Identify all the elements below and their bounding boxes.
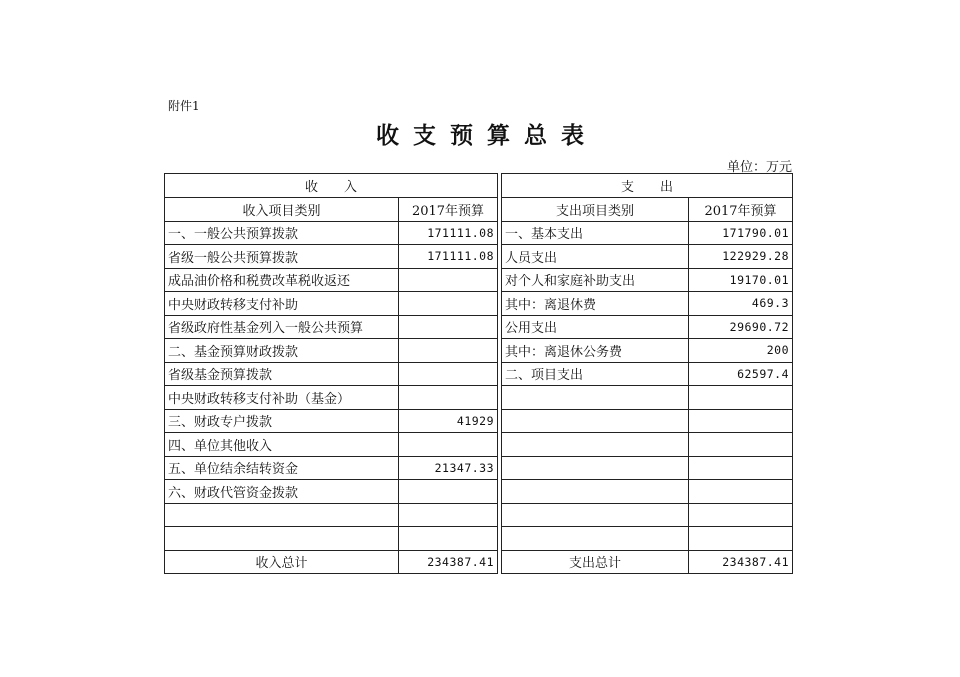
expense-label: 公用支出 <box>502 315 689 339</box>
attachment-label: 附件1 <box>168 99 200 113</box>
income-category-header: 收入项目类别 <box>165 198 399 222</box>
table-row <box>165 339 793 363</box>
income-label: 省级政府性基金列入一般公共预算 <box>165 315 399 339</box>
income-value <box>399 339 498 363</box>
expense-label <box>502 433 689 457</box>
income-label <box>165 527 399 551</box>
page-title: 收支预算总表 <box>376 122 598 149</box>
expense-label <box>502 386 689 410</box>
expense-label: 其中：离退休费 <box>502 292 689 316</box>
expense-value <box>689 503 793 527</box>
table-row <box>165 409 793 433</box>
income-total-label: 收入总计 <box>165 550 399 574</box>
income-label: 五、单位结余结转资金 <box>165 456 399 480</box>
table-row <box>165 315 793 339</box>
income-value: 171111.08 <box>399 245 498 269</box>
income-label: 省级基金预算拨款 <box>165 362 399 386</box>
expense-budget-header: 2017年预算 <box>689 198 793 222</box>
expense-value <box>689 527 793 551</box>
table-row <box>165 292 793 316</box>
expense-value <box>689 386 793 410</box>
income-label: 省级一般公共预算拨款 <box>165 245 399 269</box>
table-row <box>165 480 793 504</box>
expense-label <box>502 409 689 433</box>
expense-value <box>689 409 793 433</box>
income-label: 成品油价格和税费改革税收返还 <box>165 268 399 292</box>
table-row <box>165 268 793 292</box>
income-label: 中央财政转移支付补助（基金） <box>165 386 399 410</box>
expense-value: 171790.01 <box>689 221 793 245</box>
expense-value <box>689 480 793 504</box>
table-row <box>165 456 793 480</box>
table-row <box>165 503 793 527</box>
expense-value: 469.3 <box>689 292 793 316</box>
income-label: 一、一般公共预算拨款 <box>165 221 399 245</box>
expense-label: 人员支出 <box>502 245 689 269</box>
table-row <box>165 527 793 551</box>
income-value <box>399 480 498 504</box>
income-label: 中央财政转移支付补助 <box>165 292 399 316</box>
income-label: 二、基金预算财政拨款 <box>165 339 399 363</box>
expense-category-header: 支出项目类别 <box>502 198 689 222</box>
expense-value: 122929.28 <box>689 245 793 269</box>
table-row <box>165 362 793 386</box>
expense-label <box>502 456 689 480</box>
income-value <box>399 527 498 551</box>
expense-label: 其中：离退休公务费 <box>502 339 689 363</box>
income-section-header: 收 入 <box>165 174 498 198</box>
income-label: 三、财政专户拨款 <box>165 409 399 433</box>
expense-value: 62597.4 <box>689 362 793 386</box>
expense-label: 一、基本支出 <box>502 221 689 245</box>
expense-label <box>502 503 689 527</box>
income-value <box>399 315 498 339</box>
totals-row <box>165 550 793 574</box>
income-label: 六、财政代管资金拨款 <box>165 480 399 504</box>
expense-label: 对个人和家庭补助支出 <box>502 268 689 292</box>
income-label <box>165 503 399 527</box>
expense-value: 200 <box>689 339 793 363</box>
expense-label <box>502 527 689 551</box>
expense-label <box>502 480 689 504</box>
table-row <box>165 433 793 457</box>
budget-summary-table <box>164 173 793 574</box>
income-value: 41929 <box>399 409 498 433</box>
expense-value <box>689 433 793 457</box>
table-row <box>165 245 793 269</box>
income-value: 171111.08 <box>399 221 498 245</box>
expense-value <box>689 456 793 480</box>
expense-value: 19170.01 <box>689 268 793 292</box>
income-value: 21347.33 <box>399 456 498 480</box>
table-row <box>165 386 793 410</box>
income-value <box>399 292 498 316</box>
unit-label: 单位：万元 <box>726 160 792 175</box>
income-label: 四、单位其他收入 <box>165 433 399 457</box>
expense-total-value: 234387.41 <box>689 550 793 574</box>
section-header-row <box>165 174 793 198</box>
expense-value: 29690.72 <box>689 315 793 339</box>
table-row <box>165 221 793 245</box>
income-total-value: 234387.41 <box>399 550 498 574</box>
income-value <box>399 433 498 457</box>
income-value <box>399 503 498 527</box>
income-value <box>399 362 498 386</box>
expense-section-header: 支 出 <box>502 174 793 198</box>
expense-total-label: 支出总计 <box>502 550 689 574</box>
expense-label: 二、项目支出 <box>502 362 689 386</box>
column-header-row <box>165 198 793 222</box>
income-value <box>399 386 498 410</box>
income-value <box>399 268 498 292</box>
income-budget-header: 2017年预算 <box>399 198 498 222</box>
